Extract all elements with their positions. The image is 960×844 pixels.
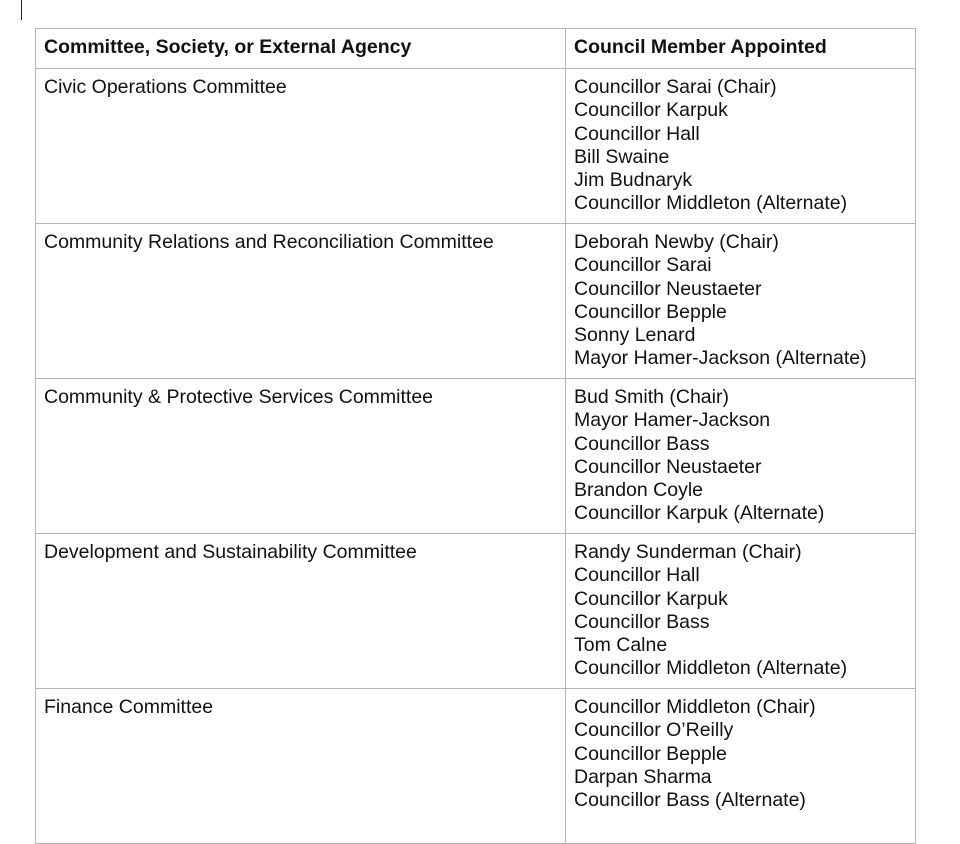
member-name: Councillor Bepple — [574, 300, 727, 323]
member-name: Deborah Newby (Chair) — [574, 231, 779, 253]
member-name: Councillor O’Reilly — [574, 719, 734, 742]
member-list — [566, 534, 916, 689]
committee-name: Community Relations and Reconciliation Committee — [36, 224, 566, 379]
committee-name: Finance Committee — [36, 689, 566, 844]
committee-appointments-table — [35, 28, 916, 844]
member-name: Councillor Middleton (Alternate) — [574, 192, 848, 215]
member-name: Councillor Bass (Alternate) — [574, 789, 806, 812]
member-name: Councillor Hall — [574, 122, 700, 145]
member-name: Councillor Middleton (Alternate) — [574, 657, 848, 680]
table-row — [36, 69, 916, 224]
member-name: Randy Sunderman (Chair) — [574, 541, 802, 563]
committee-name: Development and Sustainability Committee — [36, 534, 566, 689]
member-name: Brandon Coyle — [574, 479, 703, 502]
member-name: Councillor Bass — [574, 432, 710, 455]
member-name: Councillor Karpuk (Alternate) — [574, 502, 825, 525]
committee-column-header: Committee, Society, or External Agency — [36, 29, 566, 69]
member-name: Mayor Hamer-Jackson — [574, 409, 771, 432]
member-name: Bill Swaine — [574, 145, 670, 168]
member-name: Councillor Sarai (Chair) — [574, 76, 777, 98]
member-name: Councillor Karpuk — [574, 587, 728, 610]
member-name: Councillor Hall — [574, 564, 700, 587]
table-row — [36, 689, 916, 844]
committee-name: Civic Operations Committee — [36, 69, 566, 224]
member-list — [566, 224, 916, 379]
member-name: Jim Budnaryk — [574, 169, 693, 192]
text-cursor — [21, 0, 22, 20]
table-row — [36, 379, 916, 534]
member-name: Councillor Sarai — [574, 254, 712, 277]
table-header-row — [36, 29, 916, 69]
table-row — [36, 534, 916, 689]
member-list — [566, 379, 916, 534]
member-name: Councillor Bass — [574, 610, 710, 633]
member-name: Bud Smith (Chair) — [574, 386, 729, 408]
member-name: Councillor Neustaeter — [574, 277, 762, 300]
member-name: Sonny Lenard — [574, 324, 696, 347]
member-list — [566, 689, 916, 844]
member-list — [566, 69, 916, 224]
members-column-header: Council Member Appointed — [566, 29, 916, 69]
member-name: Darpan Sharma — [574, 765, 712, 788]
member-name: Mayor Hamer-Jackson (Alternate) — [574, 347, 867, 370]
table-row — [36, 224, 916, 379]
member-name: Councillor Middleton (Chair) — [574, 696, 816, 718]
member-name: Tom Calne — [574, 634, 668, 657]
member-name: Councillor Neustaeter — [574, 455, 762, 478]
committee-name: Community & Protective Services Committee — [36, 379, 566, 534]
member-name: Councillor Karpuk — [574, 99, 728, 122]
member-name: Councillor Bepple — [574, 742, 727, 765]
